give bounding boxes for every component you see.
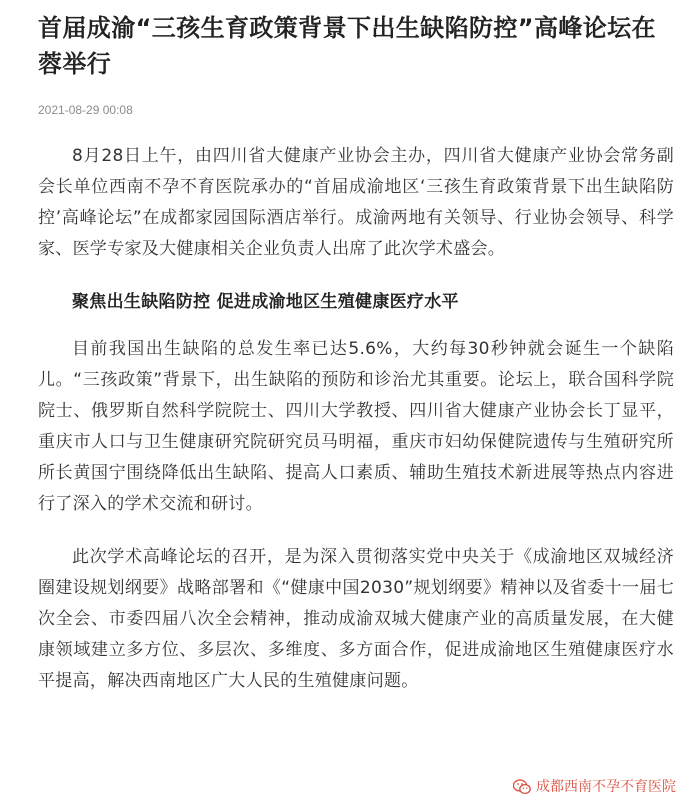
watermark	[513, 778, 676, 796]
paragraph-conclusion: 此次学术高峰论坛的召开，是为深入贯彻落实党中央关于《成渝地区双城经济圈建设规划纲要》战略部署和《“健康中国2030”规划纲要》精神以及省委十一届七次全会、市委四届八次全会精神，推动成渝双城大健康产业的高质量发展，在大健康领域建立多方位、多层次、多维度、多方面合作，促进成渝地区生殖健康医疗水平提高，解决西南地区广大人民的生殖健康问题。	[38, 547, 674, 691]
wechat-icon	[513, 779, 531, 795]
publish-date: 2021-08-29 00:08	[38, 103, 133, 117]
article-title: 首届成渝“三孩生育政策背景下出生缺陷防控”高峰论坛在蓉举行	[38, 14, 656, 78]
section-subheading: 聚焦出生缺陷防控 促进成渝地区生殖健康医疗水平	[72, 292, 459, 312]
paragraph-body: 目前我国出生缺陷的总发生率已达5.6%，大约每30秒钟就会诞生一个缺陷儿。“三孩政策”背景下，出生缺陷的预防和诊治尤其重要。论坛上，联合国科学院院士、俄罗斯自然科学院院士、四川大学教授、四川省大健康产业协会长丁显平，重庆市人口与卫生健康研究院研究员马明福，重庆市妇幼保健院遗传与生殖研究所所长黄国宁围绕降低出生缺陷、提高人口素质、辅助生殖技术新进展等热点内容进行了深入的学术交流和研讨。	[38, 339, 674, 514]
paragraph-intro: 8月28日上午，由四川省大健康产业协会主办，四川省大健康产业协会常务副会长单位西南不孕不育医院承办的“首届成渝地区‘三孩生育政策背景下出生缺陷防控’高峰论坛”在成都家园国际酒店举行。成渝两地有关领导、行业协会领导、科学家、医学专家及大健康相关企业负责人出席了此次学术盛会。	[38, 146, 674, 259]
watermark-text: 成都西南不孕不育医院	[536, 779, 676, 795]
article	[38, 10, 674, 697]
